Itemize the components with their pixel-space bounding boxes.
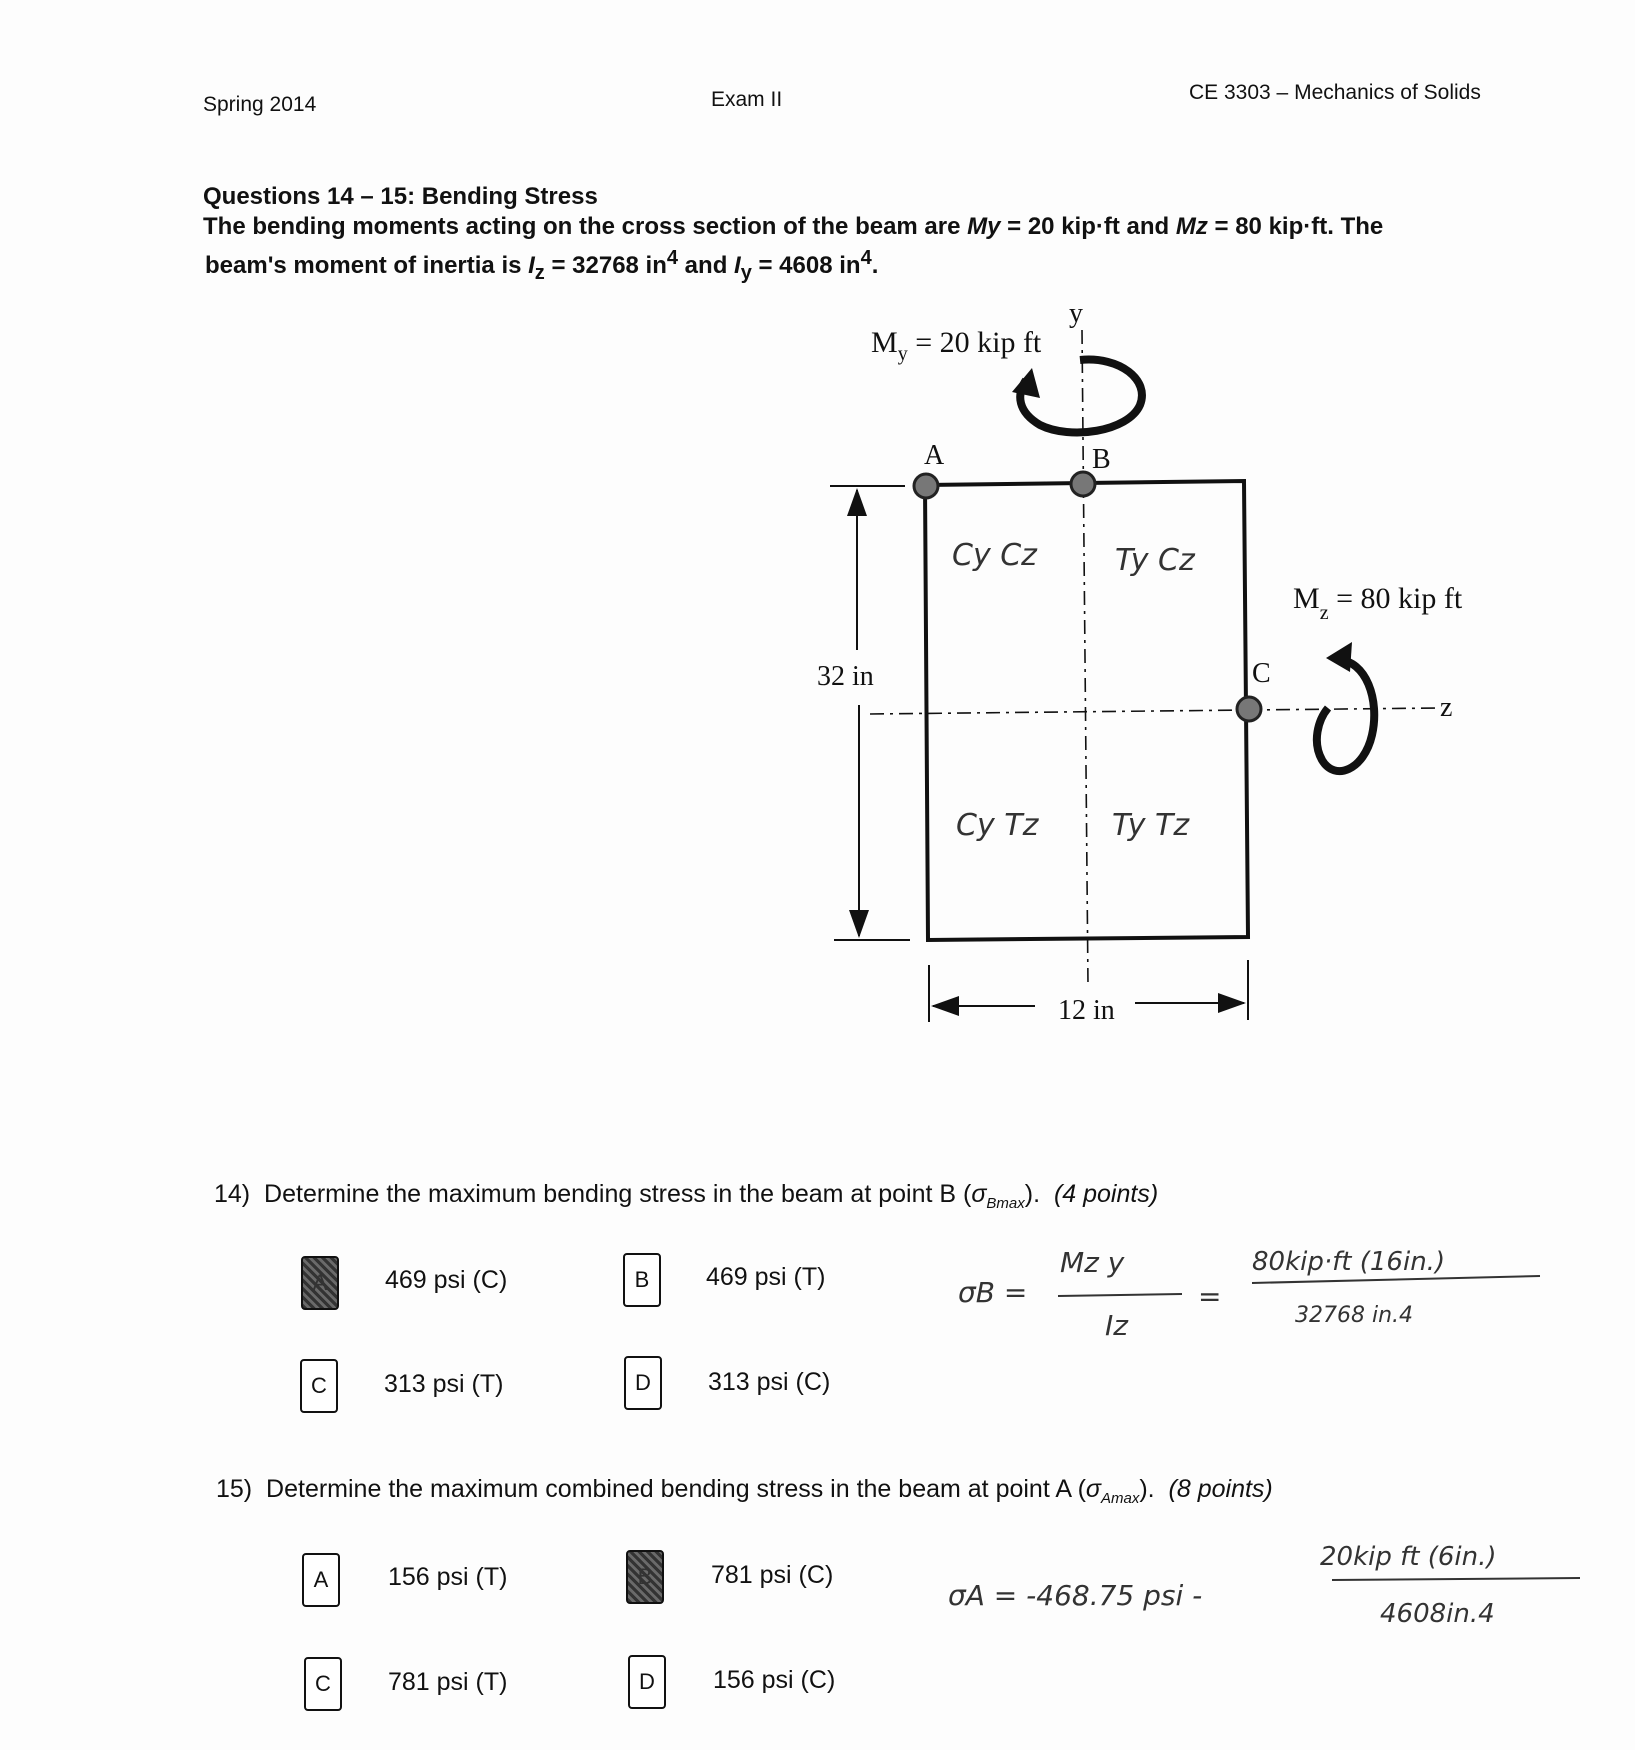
q15-option-a-value: 156 psi (T) (388, 1563, 508, 1591)
q15-subscript: Amax (1101, 1490, 1140, 1507)
intro-text: = 80 kip·ft. The (1207, 213, 1384, 240)
q14-option-b-value: 469 psi (T) (706, 1263, 826, 1291)
intro-text: and (678, 252, 735, 279)
height-dim-label: 32 in (817, 661, 874, 692)
q14-fraction-bar-1 (1058, 1294, 1182, 1296)
iy-subscript: y (740, 261, 752, 284)
q14-number: 14) (214, 1180, 251, 1208)
q14-option-c-box[interactable]: C (300, 1359, 338, 1413)
q14-work-lhs: σB = (958, 1276, 1028, 1309)
z-axis-label: z (1440, 692, 1453, 723)
quadrant-top-left-label: Cy Cz (952, 538, 1037, 573)
intro-text: beam's moment of inertia is (205, 252, 529, 279)
q14-points: (4 points) (1053, 1180, 1159, 1208)
q15-option-d-box[interactable]: D (628, 1655, 666, 1709)
header-exam: Exam II (711, 88, 783, 111)
q14-text: Determine the maximum bending stress in the beam at point B ( (264, 1180, 972, 1208)
point-c-label: C (1252, 658, 1271, 689)
q15-work-den: 4608in.4 (1380, 1599, 1495, 1629)
exponent: 4 (860, 247, 872, 269)
q15-prompt (216, 1475, 1273, 1507)
iz-symbol: I (528, 252, 535, 279)
q14-subscript: Bmax (986, 1195, 1025, 1212)
questions-heading: Questions 14 – 15: Bending Stress (203, 183, 598, 210)
q14-fraction-bar-2 (1252, 1276, 1540, 1283)
mz-arrowhead (1326, 642, 1352, 672)
q15-option-c-box[interactable]: C (304, 1657, 342, 1711)
width-dim-label: 12 in (1058, 995, 1115, 1026)
q15-option-b-value: 781 psi (C) (711, 1561, 834, 1589)
header-course: CE 3303 – Mechanics of Solids (1189, 81, 1481, 104)
q14-work-num2: 80kip·ft (16in.) (1252, 1247, 1446, 1277)
z-axis-line (870, 708, 1440, 714)
exponent: 4 (666, 247, 679, 269)
quadrant-bottom-right-label: Ty Tz (1112, 808, 1190, 843)
point-b-dot (1071, 472, 1095, 496)
q15-points: (8 points) (1168, 1475, 1273, 1503)
my-arrowhead (1012, 368, 1040, 398)
q15-fraction-bar (1332, 1578, 1580, 1580)
quadrant-top-right-label: Ty Cz (1115, 543, 1195, 578)
intro-text: = 32768 in (544, 252, 667, 279)
q14-prompt (214, 1180, 1158, 1212)
q14-option-a-value: 469 psi (C) (385, 1266, 508, 1294)
q14-option-d-value: 313 psi (C) (708, 1368, 831, 1396)
q15-option-c-value: 781 psi (T) (388, 1668, 508, 1696)
point-a-label: A (924, 440, 945, 471)
q15-option-a-box[interactable]: A (302, 1553, 340, 1607)
point-a-dot (914, 474, 938, 498)
point-c-dot (1237, 697, 1261, 721)
q15-number: 15) (216, 1475, 253, 1503)
q15-option-d-value: 156 psi (C) (713, 1666, 836, 1694)
q14-option-b-box[interactable]: B (623, 1253, 661, 1307)
q14-option-c-value: 313 psi (T) (384, 1370, 504, 1398)
mz-symbol: Mz (1175, 213, 1208, 240)
mz-moment-label: $M_z = 80$ kip ft (1293, 582, 1463, 624)
q15-work-num: 20kip ft (6in.) (1320, 1542, 1497, 1572)
y-axis-label: y (1069, 298, 1083, 329)
intro-text: The bending moments acting on the cross section of the beam are (203, 213, 968, 240)
intro-text: . (871, 252, 879, 279)
q15-text: ). (1139, 1475, 1155, 1503)
q14-option-a-box[interactable]: A (301, 1256, 339, 1310)
q15-text: Determine the maximum combined bending stress in the beam at point A ( (266, 1475, 1086, 1503)
q14-work-den1: Iz (1105, 1309, 1128, 1342)
intro-text: = 4608 in (751, 252, 861, 279)
sigma-symbol: σ (971, 1180, 987, 1208)
q14-work-num1: Mz y (1060, 1246, 1125, 1279)
iy-symbol: I (734, 252, 741, 279)
header-term: Spring 2014 (203, 93, 317, 116)
q14-text: ). (1024, 1180, 1041, 1208)
intro-text: = 20 kip·ft and (1000, 213, 1176, 240)
q14-option-d-box[interactable]: D (624, 1356, 662, 1410)
q14-work-den2: 32768 in.4 (1295, 1303, 1414, 1328)
quadrant-bottom-left-label: Cy Tz (956, 808, 1039, 843)
sigma-symbol: σ (1085, 1475, 1101, 1503)
mz-rotation-arrow (1317, 660, 1374, 771)
my-moment-label: $M_y = 20$ kip ft (871, 326, 1042, 365)
point-b-label: B (1092, 444, 1111, 475)
my-symbol: My (967, 213, 1001, 240)
q15-option-b-box[interactable]: B (626, 1550, 664, 1604)
iz-subscript: z (534, 261, 545, 284)
q14-work-eq: = (1198, 1280, 1222, 1313)
q15-work-lhs: σA = -468.75 psi - (948, 1579, 1203, 1612)
